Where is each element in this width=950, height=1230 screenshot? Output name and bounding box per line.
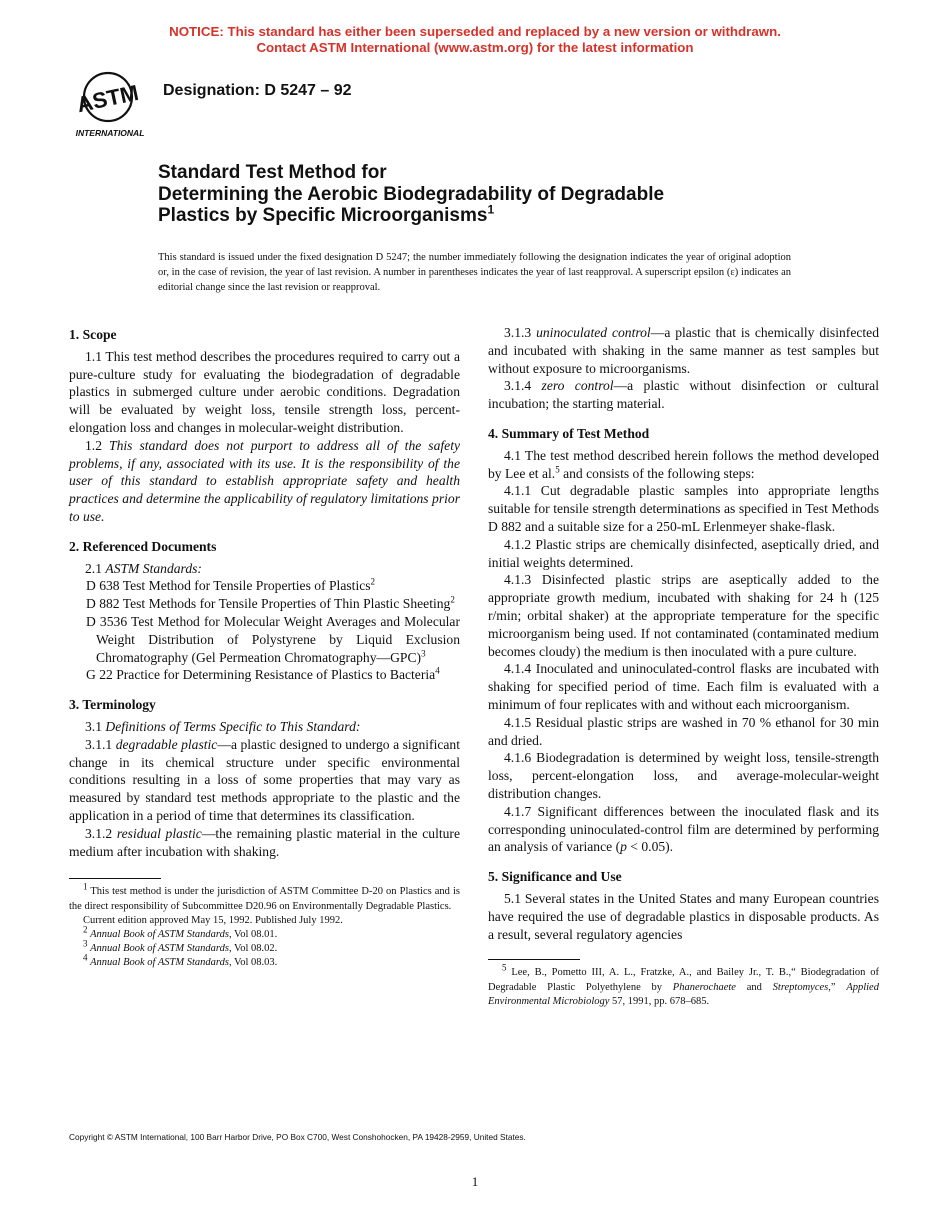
right-column [488, 324, 879, 1009]
paragraph: 3.1.1 degradable plastic—a plastic designed to undergo a significant change in its chemical structure under specific environmental conditions resulting in a loss of some properties that may vary as measured by standard test methods appropriate to the plastic and the application in a period of time that determines its classification. [69, 736, 460, 823]
reference-item: G 22 Practice for Determining Resistance of Plastics to Bacteria$^4$ [86, 665, 440, 683]
footnote: $^1$ This test method is under the jurisdiction of ASTM Committee D-20 on Plastics and is the direct responsibility of Subcommittee D20.96 on Environmentally Degradable Plastics. [69, 881, 460, 912]
left-column [69, 324, 460, 971]
footnote-divider [69, 878, 161, 879]
paragraph: 4.1.5 Residual plastic strips are washed in 70 % ethanol for 30 min and dried. [488, 714, 879, 748]
page-number: 1 [471, 1174, 479, 1189]
paragraph: 1.2 This standard does not purport to address all of the safety problems, if any, associated with its use. It is the responsibility of the user of this standard to establish appropriate safety and health practices and determine the applicability of regulatory limitations prior to use. [69, 437, 461, 524]
paragraph: 3.1 Definitions of Terms Specific to This Standard: [85, 718, 361, 734]
reference-item: D 882 Test Methods for Tensile Properties of Thin Plastic Sheeting$^2$ [86, 594, 455, 612]
notice-line-1: NOTICE: This standard has either been superseded and replaced by a new version or withdrawn. [169, 24, 781, 39]
copyright: Copyright © ASTM International, 100 Barr Harbor Drive, PO Box C700, West Conshohocken, PA 19428-2959, United States. [69, 1132, 526, 1142]
paragraph: 1.1 This test method describes the procedures required to carry out a pure-culture study for evaluating the biodegradation of degradable plastics in submerged culture under aerobic conditions. Degradation will be evaluated by weight loss, tensile strength loss, percent-elongation loss and changes in molecular-weight distribution. [69, 348, 460, 435]
title-line-1: Standard Test Method for [158, 162, 387, 183]
svg-text:ASTM: ASTM [74, 79, 141, 118]
paragraph: 4.1.3 Disinfected plastic strips are aseptically added to the appropriate growth medium, incubated with shaking for 24 h (125 r/min; orbital shaker) at the appropriate temperature for the specific microorganism being used. If not contaminated (contaminated medium becomes cloudy) the medium is then inoculated with a pure culture. [488, 572, 879, 659]
notice-line-2: Contact ASTM International (www.astm.org) for the latest information [256, 40, 694, 55]
paragraph: 3.1.4 zero control—a plastic without disinfection or cultural incubation; the starting material. [488, 378, 879, 412]
designation: Designation: D 5247 – 92 [163, 82, 352, 99]
section-heading: 1. Scope [69, 327, 117, 342]
paragraph: 4.1.7 Significant differences between the inoculated flask and its corresponding uninoculated-control film are determined by performing an analysis of variance (p < 0.05). [488, 803, 879, 855]
footnote: $^5$ Lee, B., Pometto III, A. L., Fratzke, A., and Bailey Jr., T. B.,“ Biodegradation of Degradable Plastic Polyethylene by Phanerochaete and Streptomyces,” Applied Environmental Microbiology 57, 1991, pp. 678–685. [488, 962, 879, 1007]
footnote: Current edition approved May 15, 1992. Published July 1992. [83, 914, 343, 926]
document-title [158, 162, 858, 227]
footnote-divider [488, 959, 580, 960]
footnote: $^4$ Annual Book of ASTM Standards, Vol 08.03. [83, 952, 278, 969]
footnotes [488, 962, 879, 1009]
footnote: $^2$ Annual Book of ASTM Standards, Vol 08.01. [83, 924, 278, 940]
section-heading: 3. Terminology [69, 697, 156, 713]
footnotes [69, 881, 460, 970]
paragraph: 3.1.2 residual plastic—the remaining plastic material in the culture medium after incubation with shaking. [69, 825, 460, 859]
section-heading: 5. Significance and Use [488, 869, 622, 885]
paragraph: 4.1 The test method described herein follows the method developed by Lee et al.$^5$ and consists of the following steps: [488, 447, 879, 481]
paragraph: 4.1.1 Cut degradable plastic samples into appropriate lengths suitable for tensile strength determinations as specified in Test Methods D 882 and a suitable size for a 250-mL Erlenmeyer shake-flask. [488, 483, 879, 534]
svg-text:INTERNATIONAL: INTERNATIONAL [75, 128, 145, 138]
title-footnote-ref: 1 [487, 202, 495, 217]
title-line-2: Determining the Aerobic Biodegradability of Degradable [158, 183, 665, 205]
section-heading: 2. Referenced Documents [69, 538, 217, 554]
paragraph: 4.1.6 Biodegradation is determined by weight loss, tensile-strength loss, percent-elongation loss, and average-molecular-weight distribution changes. [488, 750, 879, 801]
paragraph: 5.1 Several states in the United States and many European countries have required the use of degradable plastics in disposable products. As a result, several regulatory agencies [488, 890, 879, 942]
astm-logo [70, 70, 150, 140]
reference-item: D 638 Test Method for Tensile Properties of Plastics$^2$ [86, 576, 376, 594]
withdrawal-notice [0, 24, 950, 56]
paragraph: 4.1.4 Inoculated and uninoculated-control flasks are incubated with shaking for specified period of time. Each film is evaluated with a minimum of four replicates with and without each microorganism. [488, 661, 879, 712]
issuance-statement: This standard is issued under the fixed designation D 5247; the number immediately following the designation indicates the year of original adoption or, in the case of revision, the year of last revision. A number in parentheses indicates the year of last reapproval. A superscript epsilon (ε) indicates an editorial change since the last revision or reapproval. [158, 252, 791, 293]
paragraph: 2.1 ASTM Standards: [85, 560, 202, 576]
paragraph: 4.1.2 Plastic strips are chemically disinfected, aseptically dried, and initial weights determined. [488, 536, 879, 570]
reference-item: D 3536 Test Method for Molecular Weight Averages and Molecular Weight Distribution of Polystyrene by Liquid Exclusion Chromatography (Gel Permeation Chromatography—GPC)$^3$ [86, 613, 460, 665]
title-line-3: Plastics by Specific Microorganisms [158, 205, 488, 226]
paragraph: 3.1.3 uninoculated control—a plastic that is chemically disinfected and incubated with shaking in the same manner as test samples but without exposure to microorganisms. [488, 325, 879, 376]
section-heading: 4. Summary of Test Method [488, 425, 650, 441]
footnote: $^3$ Annual Book of ASTM Standards, Vol 08.02. [83, 938, 278, 955]
